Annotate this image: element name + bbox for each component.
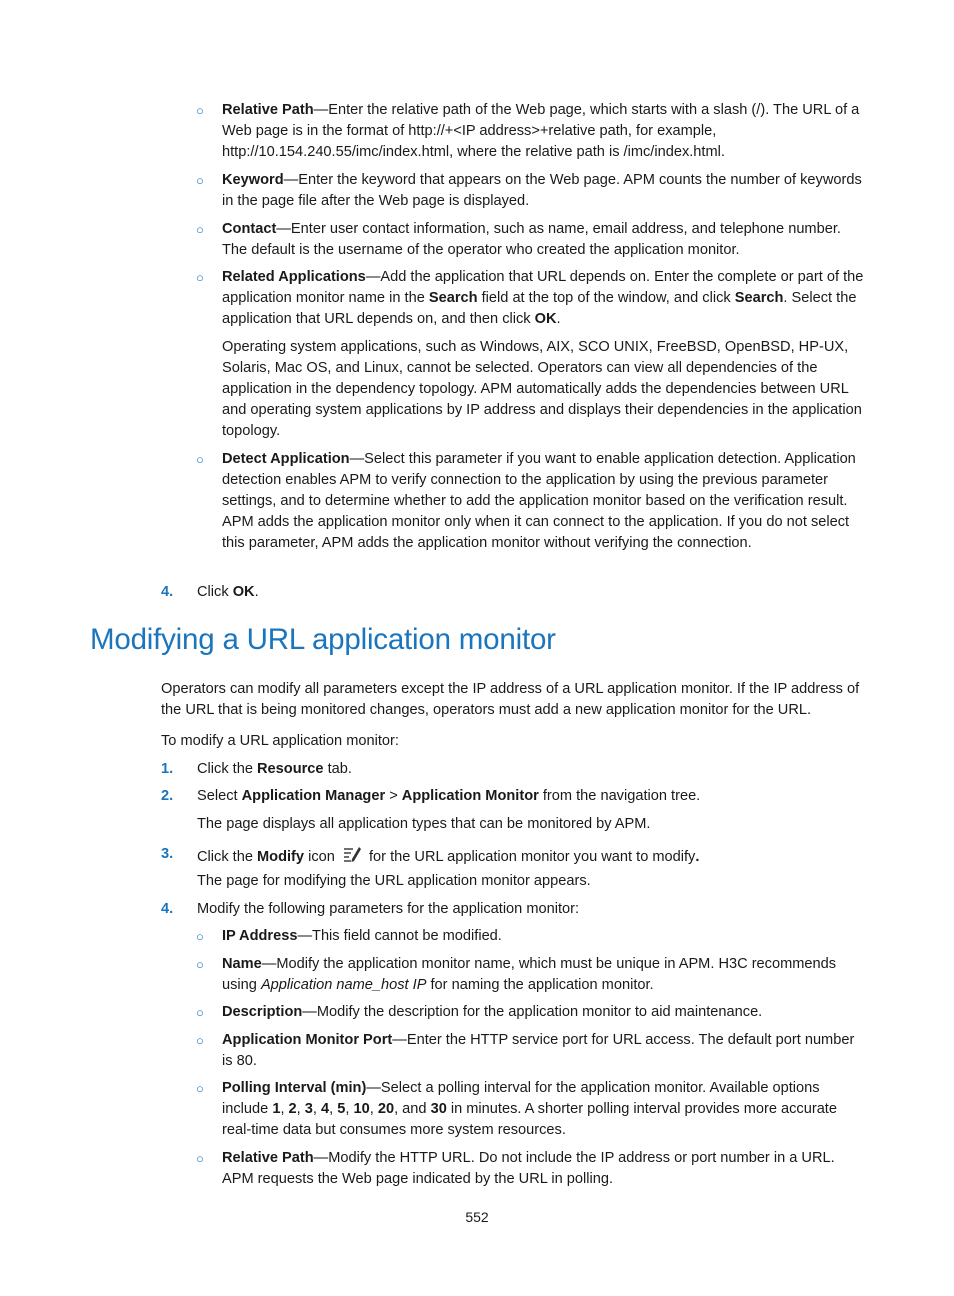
modify-icon xyxy=(342,844,362,864)
bullet-icon: ○ xyxy=(196,270,204,285)
related-applications-note: Operating system applications, such as Windows, AIX, SCO UNIX, FreeBSD, OpenBSD, HP-UX, Solaris, Mac OS, and Linux, cannot be selected. Operators can view all dependencies of the application in the dependency topology. APM automatically adds the dependencies between URL and operating system applications by IP address and displays their dependencies in the application topology. xyxy=(222,339,862,439)
step-2-note: The page displays all application types that can be monitored by APM. xyxy=(197,816,651,832)
list-item-name: Name—Modify the application monitor name, which must be unique in APM. H3C recommends using Application name_host IP for naming the application monitor. xyxy=(222,956,837,993)
bullet-icon: ○ xyxy=(196,929,204,944)
list-item-related-applications: Related Applications—Add the application that URL depends on. Enter the complete or part of the application monitor name in the Search field at the top of the window, and click Search. Select the application that URL depends on, and then click OK. xyxy=(222,269,864,327)
step-1: Click the Resource tab. xyxy=(197,761,352,777)
list-item-detect-application: Detect Application—Select this parameter if you want to enable application detection. Application detection enables APM to verify connection to the application by using the previous parameter settings, and to determine whether to add the application monitor based on the verification result. APM adds the application monitor only when it can connect to the application. If you do not select this parameter, APM adds the application monitor without verifying the connection. xyxy=(222,451,856,551)
bullet-icon: ○ xyxy=(196,1081,204,1096)
bullet-icon: ○ xyxy=(196,103,204,118)
bullet-icon: ○ xyxy=(196,173,204,188)
page-number: 552 xyxy=(465,1209,489,1225)
step-2: Select Application Manager > Application Monitor from the navigation tree. xyxy=(197,788,701,804)
list-item-contact: Contact—Enter user contact information, such as name, email address, and telephone number. The default is the username of the operator who created the application monitor. xyxy=(222,221,841,258)
bullet-icon: ○ xyxy=(196,1005,204,1020)
bullet-icon: ○ xyxy=(196,957,204,972)
list-item-polling-interval: Polling Interval (min)—Select a polling interval for the application monitor. Available options include 1, 2, 3, 4, 5, 10, 20, and 30 in minutes. A shorter polling interval provides more accurate real-time data but consumes more system resources. xyxy=(222,1080,837,1138)
list-item-relative-path-2: Relative Path—Modify the HTTP URL. Do not include the IP address or port number in a URL. APM requests the Web page indicated by the URL in polling. xyxy=(222,1150,835,1187)
step-4: Modify the following parameters for the application monitor: xyxy=(197,901,580,917)
list-item-relative-path: Relative Path—Enter the relative path of the Web page, which starts with a slash (/). The URL of a Web page is in the format of http://+<IP address>+relative path, for example, http://10.154.240.55/imc/index.html, where the relative path is /imc/index.html. xyxy=(222,102,860,160)
bullet-icon: ○ xyxy=(196,1151,204,1166)
step-3-note: The page for modifying the URL application monitor appears. xyxy=(197,873,591,889)
step-number: 1. xyxy=(161,761,174,777)
bullet-icon: ○ xyxy=(196,1033,204,1048)
bullet-icon: ○ xyxy=(196,452,204,467)
step-3: Click the Modify icon for the URL application monitor you want to modify. xyxy=(197,844,867,868)
step-number: 4. xyxy=(161,901,174,917)
list-item-ip-address: IP Address—This field cannot be modified. xyxy=(222,928,502,944)
section-heading: Modifying a URL application monitor xyxy=(90,623,556,656)
intro-paragraph: Operators can modify all parameters except the IP address of a URL application monitor. If the IP address of the URL that is being monitored changes, operators must add a new application monitor for the URL. xyxy=(161,681,860,718)
list-item-description: Description—Modify the description for the application monitor to aid maintenance. xyxy=(222,1004,763,1020)
list-item-application-monitor-port: Application Monitor Port—Enter the HTTP service port for URL access. The default port number is 80. xyxy=(222,1032,855,1069)
step-number: 4. xyxy=(161,584,174,600)
procedure-lead: To modify a URL application monitor: xyxy=(161,733,399,749)
step-number: 3. xyxy=(161,846,174,862)
step-click-ok: Click OK. xyxy=(197,584,259,600)
list-item-keyword: Keyword—Enter the keyword that appears on the Web page. APM counts the number of keywords in the page file after the Web page is displayed. xyxy=(222,172,862,209)
bullet-icon: ○ xyxy=(196,222,204,237)
step-number: 2. xyxy=(161,788,174,804)
